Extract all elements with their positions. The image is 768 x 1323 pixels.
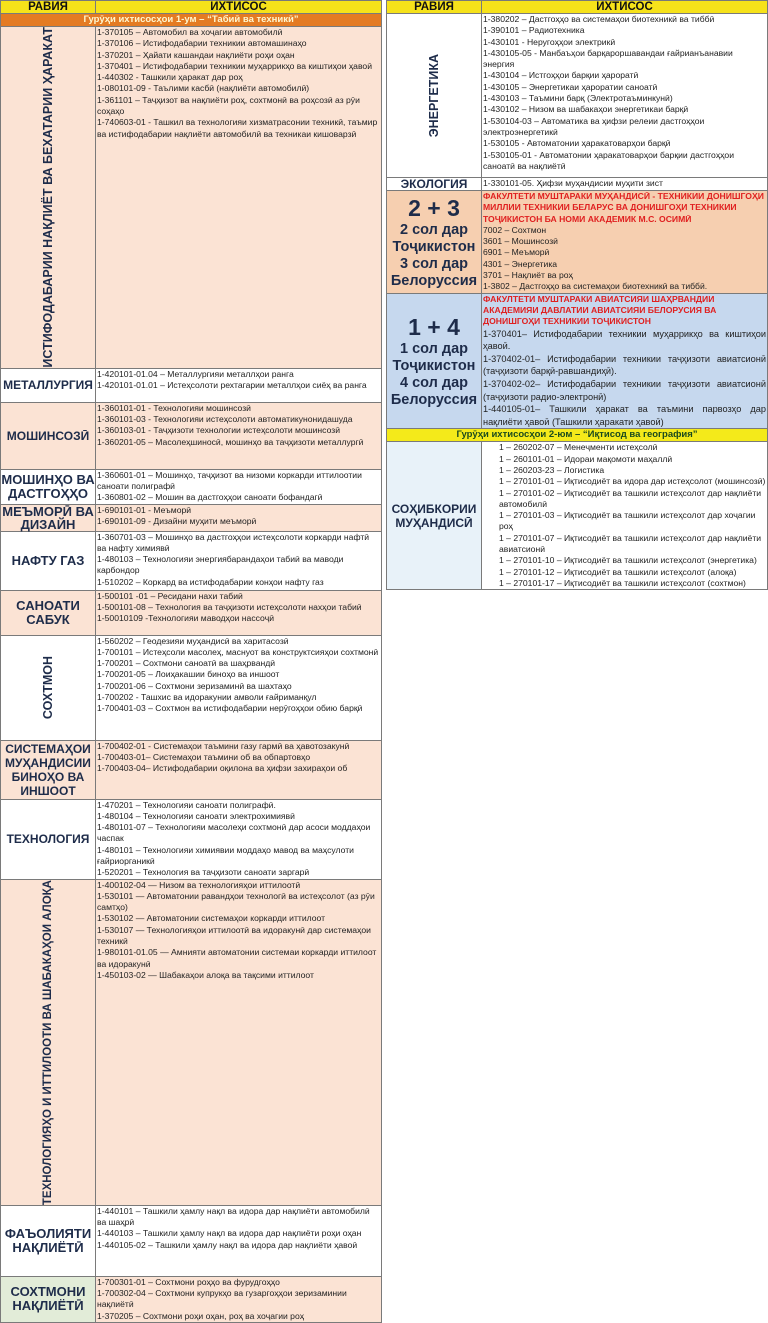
specialty-item: 1-370105 – Автомобил ва хоҷагии автомобилӣ bbox=[97, 27, 283, 37]
specialty-item: 1-480101-07 – Технологияи масолеҳи сохтмонӣ дар асоси моддаҳои часпак bbox=[97, 822, 371, 844]
header-specialty: ИХТИСОС bbox=[482, 1, 768, 14]
category-cell bbox=[387, 14, 482, 178]
items-cell bbox=[96, 1276, 382, 1322]
specialty-item: 1-361101 – Таҷҳизот ва нақлиёти роҳ, сохтмонӣ ва роҳсозӣ аз рӯи соҳаҳо bbox=[97, 94, 360, 117]
faculty-title: ФАКУЛТЕТИ МУШТАРАКИ АВИАТСИЯИ ШАҲРВАНДИИ АКАДЕМИЯИ ДАВЛАТИИ АВИАТСИЯИ БЕЛОРУСИЯ ВА ДОНИШГОҲИ ТЕХНИКИИ ТОҶИКИСТОН bbox=[483, 293, 717, 327]
specialty-item: 1-530105-01 - Автоматонии ҳаракатоварҳои барқии дастгоҳҳои саноатӣ ва нақлиётӣ bbox=[483, 149, 734, 171]
specialty-item: 1 – 270101-17 – Иқтисодиёт ва ташкили истеҳсолот (сохтмон) bbox=[499, 577, 746, 588]
specialty-item: 1-700201 – Сохтмони саноатӣ ва шаҳрвандӣ bbox=[97, 658, 276, 669]
specialty-item: 1-430104 – Истгоҳҳои барқии ҳароратӣ bbox=[483, 70, 639, 81]
specialty-list bbox=[483, 225, 766, 293]
specialty-item: 1-740603-01 - Ташкил ва технологияи хизматрасонии техникӣ, таъмир ва истифодабарии нақлиёти автомобилӣ ва техникаи кишоварзӣ bbox=[97, 117, 378, 139]
category-label: СИСТЕМАҲОИ МУҲАНДИСИИ БИНОҲО ВА ИНШООТ bbox=[1, 740, 96, 799]
program-line: 4 сол дар bbox=[399, 374, 469, 391]
specialty-item: 3601 – Мошинсозӣ bbox=[483, 236, 558, 247]
program-line: 1 сол дар bbox=[399, 340, 469, 357]
specialty-item: 1-360801-02 – Мошин ва дастгоҳҳои саноати бофандагӣ bbox=[97, 492, 323, 503]
category-label: САНОАТИ САБУК bbox=[1, 590, 96, 635]
specialty-item: 1-370402-02– Истифодабарии техникии таҷҳизоти авиатсионӣ (таҷҳизоти радио-электронӣ) bbox=[483, 378, 766, 402]
specialty-item: 1-530107 — Технологияҳои иттилоотӣ ва идоракунӣ дар системаҳои техникӣ bbox=[97, 924, 371, 947]
right-specialties-table bbox=[386, 0, 768, 590]
items-cell bbox=[96, 368, 382, 402]
category-label: ТЕХНОЛОГИЯҲО И ИТТИЛООТӢ ВА ШАБАКАҲОИ АЛОҚА bbox=[41, 879, 54, 1205]
table-row bbox=[1, 635, 382, 740]
program-1-4-cell bbox=[387, 293, 482, 429]
category-label: МЕТАЛЛУРГИЯ bbox=[1, 368, 96, 402]
category-label: СОҲИБКОРИИ МУҲАНДИСӢ bbox=[387, 442, 482, 590]
category-label: МОШИНСОЗӢ bbox=[1, 402, 96, 469]
table-row bbox=[1, 402, 382, 469]
table-row bbox=[387, 442, 768, 590]
specialty-item: 1-480104 – Технологияи саноати электрохимиявӣ bbox=[97, 810, 295, 821]
specialty-item: 1-370401 – Истифодабарии техникии муҳаррикҳо ва киштиҳои ҳавоӣ bbox=[97, 60, 373, 71]
items-cell bbox=[96, 879, 382, 1205]
specialty-item: 1-50010109 -Технологияи маводҳои нассоҷӣ bbox=[97, 613, 275, 624]
items-cell bbox=[482, 442, 768, 590]
specialty-item: 1 – 260202-07 – Менеҷменти истеҳсолӣ bbox=[499, 442, 658, 453]
specialty-item: 1-450103-02 — Шабакаҳои алоқа ва тақсими иттилоот bbox=[97, 969, 314, 980]
right-table bbox=[386, 0, 768, 590]
specialty-item: 1-700302-04 – Сохтмони купрукҳо ва гузаргоҳҳои зеризаминии нақлиётӣ bbox=[97, 1288, 347, 1310]
specialty-item: 1-440105-02 – Ташкили ҳамлу нақл ва идора дар нақлиёти ҳавоӣ bbox=[97, 1239, 358, 1250]
specialty-item: 1-510202 – Коркард ва истифодабарии конҳои нафту газ bbox=[97, 576, 324, 587]
specialty-item: 1-430102 – Низом ва шабакаҳои энергетикаи барқӣ bbox=[483, 104, 689, 115]
program-line: Тоҷикистон bbox=[392, 238, 476, 255]
specialty-item: 1-480103 – Технологияи энергиябарандаҳои табиӣ ва маводи карбондор bbox=[97, 554, 344, 576]
specialty-item: 1-690101-01 - Меъморӣ bbox=[97, 504, 192, 515]
table-row bbox=[1, 504, 382, 531]
items-cell bbox=[482, 293, 768, 429]
left-specialties-table bbox=[0, 0, 382, 1323]
category-label: НАФТУ ГАЗ bbox=[1, 531, 96, 590]
program-line: Белоруссия bbox=[390, 272, 478, 289]
category-label: МОШИНҲО ВА ДАСТГОҲҲО bbox=[1, 469, 96, 504]
specialty-item: 1-420101-01.01 – Истеҳсолоти рехтагарии металлҳои сиёҳ ва ранга bbox=[97, 379, 367, 390]
specialty-item: 1-360101-01 - Технологияи мошинсозӣ bbox=[97, 402, 251, 413]
specialty-item: 1-400102-04 — Низом ва технологияҳои иттилоотӣ bbox=[97, 879, 301, 890]
specialty-item: 4301 – Энергетика bbox=[483, 258, 558, 269]
specialty-item: 1-360601-01 – Мошинҳо, таҷҳизот ва низоми коркарди иттилоотии саноати полиграфӣ bbox=[97, 469, 362, 491]
specialty-item: 1-440101 – Ташкили ҳамлу нақл ва идора дар нақлиёти автомобилӣ ва шаҳрӣ bbox=[97, 1205, 370, 1227]
table-row bbox=[1, 590, 382, 635]
left-table bbox=[0, 0, 382, 1323]
specialty-item: 1 – 270101-01 – Иқтисодиёт ва идора дар истеҳсолот (мошинсозӣ) bbox=[499, 476, 766, 487]
header-specialty: ИХТИСОС bbox=[96, 1, 382, 14]
specialty-item: 1-520201 – Технология ва таҷҳизоти саноати заргарӣ bbox=[97, 867, 310, 878]
items-cell bbox=[96, 27, 382, 369]
specialty-list bbox=[483, 328, 766, 429]
table-row bbox=[1, 799, 382, 879]
group-2-row bbox=[387, 429, 768, 442]
specialty-item: 1 – 270101-10 – Иқтисодиёт ва ташкили истеҳсолот (энергетика) bbox=[499, 555, 757, 566]
specialty-item: 1-700201-05 – Лоиҳакашии биноҳо ва иншоот bbox=[97, 669, 280, 680]
specialty-item: 1-980101-01.05 — Амнияти автоматонии системаи коркарди иттилоот ва идоракунӣ bbox=[97, 947, 377, 969]
items-cell bbox=[96, 402, 382, 469]
items-cell bbox=[96, 740, 382, 799]
category-label: ТЕХНОЛОГИЯ bbox=[1, 799, 96, 879]
category-label: МЕЪМОРӢ ВА ДИЗАЙН bbox=[2, 503, 94, 532]
specialty-item: 1-700402-01 - Системаҳои таъмини газу гармӣ ва ҳавотозакунӣ bbox=[97, 740, 350, 751]
table-row bbox=[1, 27, 382, 369]
specialty-item: 1-360101-03 - Технологияи истеҳсолоти автоматикунонидашуда bbox=[97, 413, 353, 424]
header-field: РАВИЯ bbox=[1, 1, 96, 14]
items-cell bbox=[482, 178, 768, 191]
specialty-item: 1 – 270101-12 – Иқтисодиёт ва ташкили истеҳсолот (алоқа) bbox=[499, 566, 737, 577]
program-line: 3 сол дар bbox=[399, 255, 469, 272]
specialty-item: 1-370201 – Ҳайати кашандаи нақлиёти роҳи оҳан bbox=[97, 49, 295, 60]
category-label: ЭКОЛОГИЯ bbox=[387, 178, 482, 191]
specialty-item: 1-330101-05. Ҳифзи муҳандисии муҳити зист bbox=[483, 178, 663, 189]
specialty-item: 1-430103 – Таъмини барқ (Электротаъминкунӣ) bbox=[483, 93, 673, 104]
group-1-row bbox=[1, 14, 382, 27]
program-formula: 2 + 3 bbox=[408, 194, 460, 221]
program-formula: 1 + 4 bbox=[408, 313, 460, 340]
specialty-item: 1-420101-01.04 – Металлургияи металлҳои ранга bbox=[97, 368, 294, 379]
table-row bbox=[387, 293, 768, 429]
category-label: СОХТМОН bbox=[41, 655, 55, 720]
specialty-item: 1-700101 – Истеҳсоли масолеҳ, маснуот ва конструктсияҳои сохтмонӣ bbox=[97, 646, 379, 657]
specialty-item: 1-530104-03 – Автоматика ва ҳифзи релеии дастгоҳҳои электроэнергетикӣ bbox=[483, 115, 705, 137]
items-cell bbox=[96, 1205, 382, 1276]
specialty-item: 1-700403-01– Системаҳои таъмини об ва обпартовҳо bbox=[97, 751, 311, 762]
items-cell bbox=[96, 469, 382, 504]
table-row bbox=[1, 368, 382, 402]
specialty-item: 1 – 270101-03 – Иқтисодиёт ва ташкили истеҳсолот дар хоҷагии роҳ bbox=[499, 510, 756, 532]
specialty-item: 1-530102 — Автоматонии системаҳои коркарди иттилоот bbox=[97, 913, 326, 924]
specialty-item: 7002 – Сохтмон bbox=[483, 224, 547, 235]
specialty-item: 1-430105-05 - Манбаъҳои барқароршавандаи ғайрианъанавии энергия bbox=[483, 47, 733, 70]
specialty-item: 1-370401– Истифодабарии техникии муҳаррикҳо ва киштиҳои ҳавоӣ. bbox=[483, 328, 766, 352]
specialty-item: 1-370106 – Истифодабарии техникии автомашинаҳо bbox=[97, 38, 307, 49]
specialty-item: 1-440105-01– Ташкили ҳаракат ва таъмини парвозҳо дар нақлиёти ҳавоӣ (Ташкили ҳаракати ҳавоӣ) bbox=[483, 404, 766, 427]
program-line: 2 сол дар bbox=[399, 221, 469, 238]
faculty-title: ФАКУЛТЕТИ МУШТАРАКИ МУҲАНДИСӢ - ТЕХНИКИИ ДОНИШГОҲИ МИЛЛИИ ТЕХНИКИИ БЕЛАРУС ВА ДОНИШГОҲИ ТЕХНИКИИ ТОҶИКИСТОН БА НОМИ АКАДЕМИК М.С. ОСИМӢ bbox=[483, 191, 764, 224]
specialty-item: 1-380202 – Дастгоҳҳо ва системаҳои биотехникӣ ва тиббӣ bbox=[483, 14, 715, 24]
items-cell bbox=[96, 504, 382, 531]
specialty-item: 1-360103-01 - Таҷҳизоти технологии истеҳсолоти мошинсозӣ bbox=[97, 425, 340, 436]
specialty-item: 1-390101 – Радиотехника bbox=[483, 25, 585, 36]
category-label: ИСТИФОДАБАРИИ НАҚЛИЁТ ВА БЕХАТАРИИ ҲАРАКАТ bbox=[41, 27, 55, 368]
table-row bbox=[1, 531, 382, 590]
program-line: Тоҷикистон bbox=[392, 357, 476, 374]
specialty-item: 1-440302 - Ташкили ҳаракат дар роҳ bbox=[97, 72, 243, 83]
items-cell bbox=[96, 799, 382, 879]
items-cell bbox=[96, 635, 382, 740]
specialty-item: 1-480101 – Технологияи химиявии моддаҳо мавод ва маҳсулоти ғайриорганикӣ bbox=[97, 844, 354, 866]
header-row bbox=[387, 1, 768, 14]
specialty-item: 1 – 270101-07 – Иқтисодиёт ва ташкили истеҳсолот дар нақлиёти авиатсионӣ bbox=[499, 532, 762, 554]
specialty-item: 1-700401-03 – Сохтмон ва истифодабарии нерӯгоҳҳои обию барқӣ bbox=[97, 703, 363, 714]
header-field: РАВИЯ bbox=[387, 1, 482, 14]
specialty-item: 1-470201 – Технологияи саноати полиграфӣ. bbox=[97, 799, 276, 810]
category-label: СОХТМОНИ НАҚЛИЁТӢ bbox=[1, 1276, 96, 1322]
specialty-item: 1-370402-01– Истифодабарии техникии таҷҳизоти авиатсионӣ (таҷҳизоти барқӣ-равшандиҳӣ). bbox=[483, 353, 766, 377]
specialty-item: 1-500101 -01 – Ресидани нахи табиӣ bbox=[97, 590, 243, 601]
table-row bbox=[1, 469, 382, 504]
specialty-item: 1-700201-06 – Сохтмони зеризаминӣ ва шахтаҳо bbox=[97, 680, 292, 691]
table-row bbox=[1, 740, 382, 799]
specialty-item: 1-530101 — Автоматонии равандҳои технологӣ ва истеҳсолот (аз рӯи самтҳо) bbox=[97, 890, 375, 913]
specialty-item: 1-430101 - Неругоҳҳои электрикӣ bbox=[483, 36, 616, 47]
table-row bbox=[387, 14, 768, 178]
specialty-item: 1-360201-05 – Масолеҳшиносӣ, мошинҳо ва таҷҳизоти металлургӣ bbox=[97, 436, 364, 447]
items-cell bbox=[96, 590, 382, 635]
category-cell bbox=[1, 27, 96, 369]
specialty-item: 1-530105 - Автоматонии ҳаракатоварҳои барқӣ bbox=[483, 138, 671, 149]
specialty-item: 1-690101-09 - Дизайни муҳити меъморӣ bbox=[97, 515, 257, 526]
specialty-item: 1-430105 – Энергетикаи ҳароратии саноатӣ bbox=[483, 81, 658, 92]
specialty-item: 1-700403-04– Истифодабарии оқилона ва ҳифзи захираҳои об bbox=[97, 763, 348, 774]
program-line: Белоруссия bbox=[390, 391, 478, 408]
specialty-item: 1-360701-03 – Мошинҳо ва дастгоҳҳои истеҳсолоти коркарди нафтӣ ва нафту химиявӣ bbox=[97, 531, 370, 553]
specialty-item: 6901 – Меъморӣ bbox=[483, 247, 550, 258]
items-cell bbox=[482, 191, 768, 294]
category-cell bbox=[1, 635, 96, 740]
table-row bbox=[387, 178, 768, 191]
specialty-item: 3701 – Нақлиёт ва роҳ bbox=[483, 270, 573, 281]
table-row bbox=[1, 1205, 382, 1276]
specialty-item: 1-080101-09 - Таълими касбӣ (нақлиёти автомобилӣ) bbox=[97, 83, 310, 94]
group-2-title: Гурӯҳи ихтисосҳои 2-юм – “Иқтисод ва география” bbox=[387, 429, 768, 442]
specialty-item: 1-3802 – Дастгоҳҳо ва системаҳои биотехникӣ ва тиббӣ. bbox=[483, 281, 708, 292]
specialty-item: 1-440103 – Ташкили ҳамлу нақл ва идора дар нақлиёти роҳи оҳан bbox=[97, 1228, 362, 1239]
table-row bbox=[387, 191, 768, 294]
items-cell bbox=[482, 14, 768, 178]
header-row bbox=[1, 1, 382, 14]
specialty-item: 1 – 270101-02 – Иқтисодиёт ва ташкили истеҳсолот дар нақлиёти автомобилӣ bbox=[499, 487, 762, 509]
specialty-item: 1 – 260101-01 – Идораи мақомоти маҳаллӣ bbox=[499, 453, 673, 464]
table-row bbox=[1, 879, 382, 1205]
category-cell bbox=[1, 879, 96, 1205]
specialty-item: 1 – 260203-23 – Логистика bbox=[499, 464, 605, 475]
specialty-item: 1-560202 – Геодезияи муҳандисӣ ва харитасозӣ bbox=[97, 635, 289, 646]
items-cell bbox=[96, 531, 382, 590]
category-label: ФАЪОЛИЯТИ НАҚЛИЁТӢ bbox=[1, 1205, 96, 1276]
table-row bbox=[1, 1276, 382, 1322]
specialty-item: 1-700301-01 – Сохтмони роҳҳо ва фурудгоҳҳо bbox=[97, 1276, 280, 1287]
specialty-item: 1-500101-08 – Технология ва таҷҳизоти истеҳсолоти нахҳои табиӣ bbox=[97, 601, 362, 612]
group-1-title: Гурӯҳи ихтисосҳои 1-ум – “Табиӣ ва техникӣ” bbox=[1, 14, 382, 27]
program-2-3-cell bbox=[387, 191, 482, 294]
category-label: ЭНЕРГЕТИКА bbox=[427, 53, 441, 138]
specialty-item: 1-370205 – Сохтмони роҳи оҳан, роҳ ва хоҷагии роҳ bbox=[97, 1310, 305, 1321]
specialty-item: 1-700202 - Ташхис ва идоракунии амволи ғайриманқул bbox=[97, 692, 317, 702]
